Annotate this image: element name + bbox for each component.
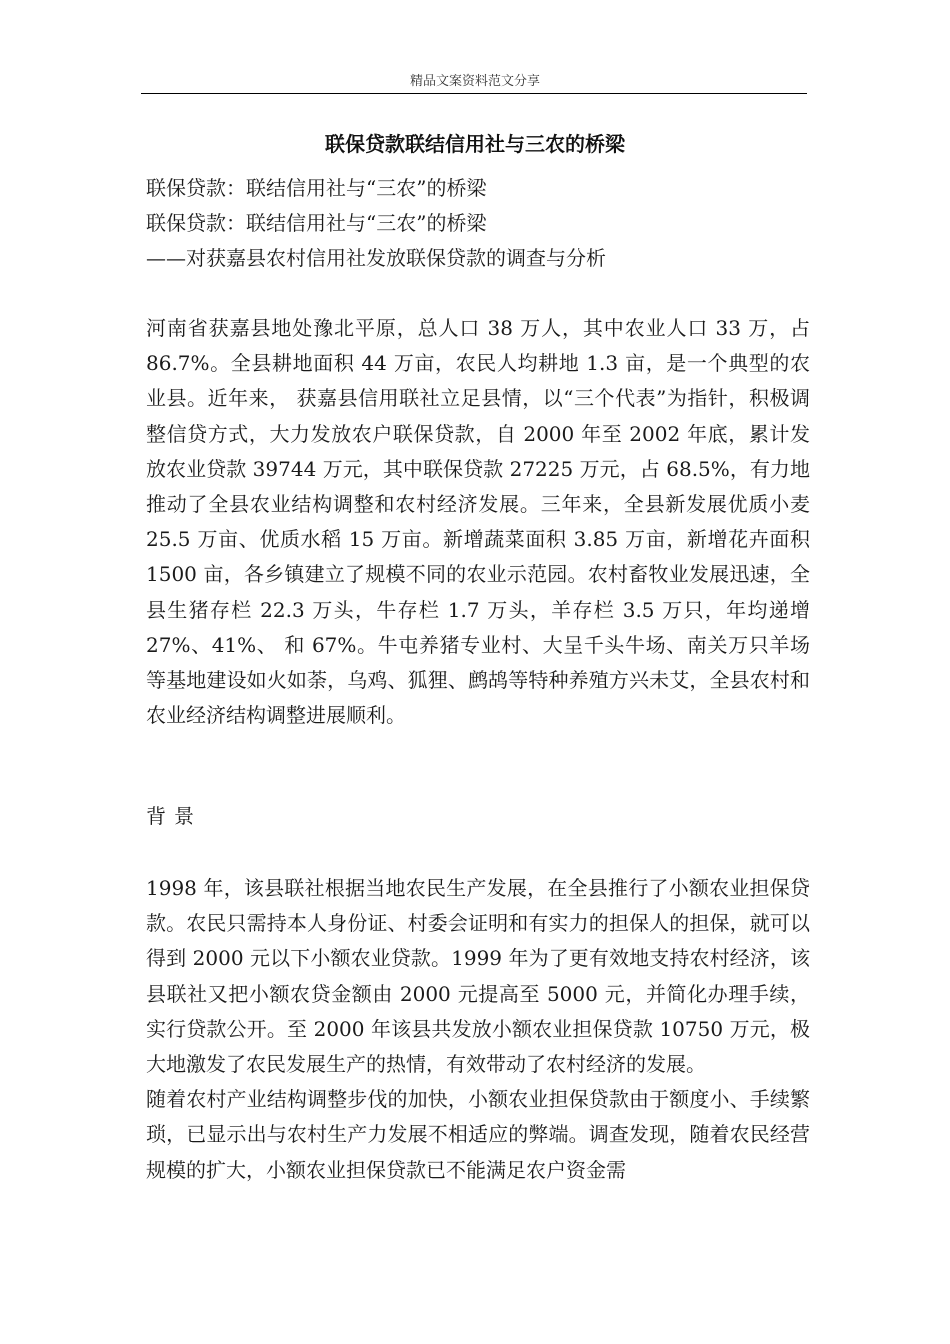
section-heading: 背景 <box>146 804 202 828</box>
subtitle-line: ——对获嘉县农村信用社发放联保贷款的调查与分析 <box>146 246 606 271</box>
background-section <box>146 871 810 1188</box>
page-header: 精品文案资料范文分享 <box>409 74 540 89</box>
intro-section <box>146 311 810 733</box>
intro-paragraph: 河南省获嘉县地处豫北平原，总人口 38 万人，其中农业人口 33 万，占 86.7%。全县耕地面积 44 万亩，农民人均耕地 1.3 亩，是一个典型的农业县。近年来， 获嘉县信用联社立足县情，以“三个代表”为指针，积极调整信贷方式，大力发放农户联保贷款，自 2000 年至 2002 年底，累计发放农业贷款 39744 万元，其中联保贷款 27225 万元，占 68.5%，有力地推动了全县农业结构调整和农村经济发展。三年来，全县新发展优质小麦 25.5 万亩、优质水稻 15 万亩。新增蔬菜面积 3.85 万亩，新增花卉面积 1500 亩，各乡镇建立了规模不同的农业示范园。农村畜牧业发展迅速，全县生猪存栏 22.3 万头，牛存栏 1.7 万头，羊存栏 3.5 万只，年均递增 27%、41%、 和 67%。牛屯养猪专业村、大呈千头牛场、南关万只羊场等基地建设如火如荼，乌鸡、狐狸、鹧鸪等特种养殖方兴未艾，全县农村和农业经济结构调整进展顺利。 <box>146 316 810 728</box>
subtitle-line: 联保贷款：联结信用社与“三农”的桥梁 <box>146 211 487 236</box>
subtitle-line: 联保贷款：联结信用社与“三农”的桥梁 <box>146 176 487 200</box>
body-paragraph: 随着农村产业结构调整步伐的加快，小额农业担保贷款由于额度小、手续繁琐，已显示出与农村生产力发展不相适应的弊端。调查发现，随着农民经营规模的扩大，小额农业担保贷款已不能满足农户资金需 <box>146 1087 810 1182</box>
body-paragraph: 1998 年，该县联社根据当地农民生产发展，在全县推行了小额农业担保贷款。农民只需持本人身份证、村委会证明和有实力的担保人的担保，就可以得到 2000 元以下小额农业贷款。1999 年为了更有效地支持农村经济，该县联社又把小额农贷金额由 2000 元提高至 5000 元，并简化办理手续，实行贷款公开。至 2000 年该县共发放小额农业担保贷款 10750 万元，极大地激发了农民发展生产的热情，有效带动了农村经济的发展。 <box>146 876 810 1077</box>
subtitle-block <box>146 171 810 277</box>
header-divider <box>141 93 807 94</box>
document-title: 联保贷款联结信用社与三农的桥梁 <box>325 132 625 156</box>
